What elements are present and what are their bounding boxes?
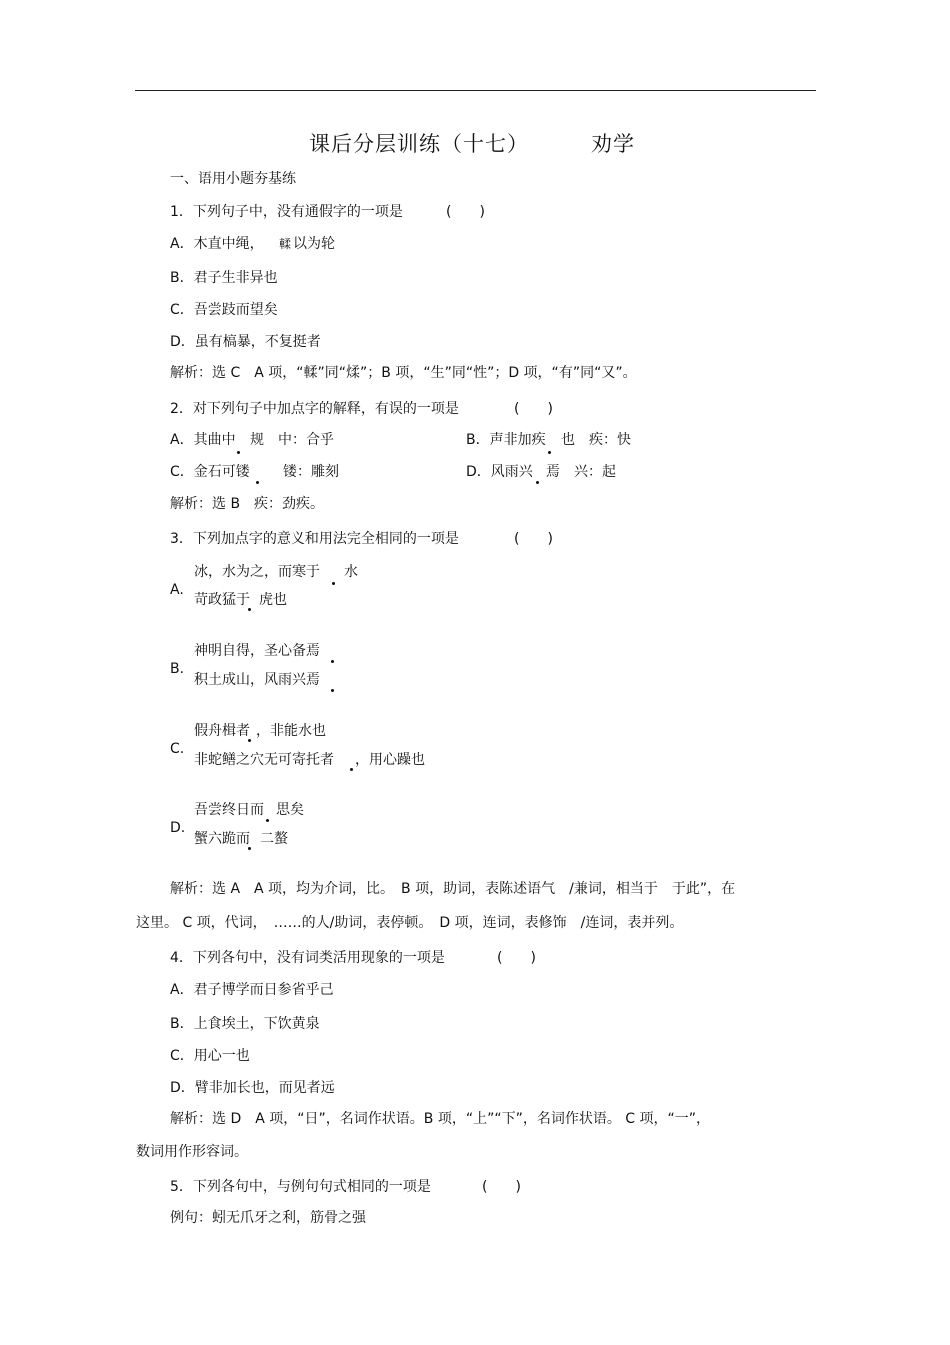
emphasis-dot xyxy=(536,481,539,484)
q4-option-a: A．君子博学而日参省乎己 xyxy=(170,982,334,998)
page-title: 课后分层训练（十七） xyxy=(309,132,529,156)
q3-option-label: C. xyxy=(170,741,185,757)
header-rule xyxy=(135,90,816,91)
q3-option-line2: 非蛇鳝之穴无可寄托者 xyxy=(194,752,334,768)
q4-option-c: C．用心一也 xyxy=(170,1048,250,1064)
q2-option-b: B．声非加疾 xyxy=(466,432,546,448)
emphasis-dot xyxy=(266,819,269,822)
q3-option-line2-tail: ，用心躁也 xyxy=(355,752,425,768)
section-heading: 一、语用小题夯基练 xyxy=(170,171,296,187)
page-subtitle: 劝学 xyxy=(591,132,635,156)
q3-option-line1-tail: 思矣 xyxy=(276,802,304,818)
emphasis-dot xyxy=(248,739,251,742)
q2-option-a: A．其曲中 xyxy=(170,432,236,448)
emphasis-dot xyxy=(350,768,353,771)
q5-paren: ( ) xyxy=(482,1179,521,1195)
q3-paren: ( ) xyxy=(514,531,553,547)
q2-analysis: 解析：选 B 疾：劲疾。 xyxy=(170,496,325,512)
q2-stem: 2．对下列句子中加点字的解释，有误的一项是 xyxy=(170,401,459,417)
q3-option-line2-tail: 虎也 xyxy=(259,592,287,608)
q3-stem: 3．下列加点字的意义和用法完全相同的一项是 xyxy=(170,531,459,547)
q2-option-b-gloss: 也 疾：快 xyxy=(561,432,631,448)
q3-analysis-line1: 解析：选 A A 项，均为介词，比。 B 项，助词，表陈述语气 /兼词，相当于 于此”，在 xyxy=(170,881,736,897)
q4-stem: 4．下列各句中，没有词类活用现象的一项是 xyxy=(170,950,445,966)
q4-option-d: D．臂非加长也，而见者远 xyxy=(170,1080,335,1096)
q2-option-c: C．金石可镂 xyxy=(170,464,250,480)
q3-option-line2: 苛政猛于 xyxy=(194,592,250,608)
q3-option-line1: 神明自得，圣心备焉 xyxy=(194,643,320,659)
q1-option-d: D．虽有槁暴，不复挺者 xyxy=(170,334,321,350)
emphasis-dot xyxy=(248,847,251,850)
emphasis-dot xyxy=(237,451,240,454)
q5-example: 例句：蚓无爪牙之利，筋骨之强 xyxy=(170,1210,366,1226)
q3-option-line1: 吾尝终日而 xyxy=(194,802,264,818)
q4-paren: ( ) xyxy=(497,950,536,966)
q2-paren: ( ) xyxy=(514,401,553,417)
q3-option-label: A. xyxy=(170,582,184,598)
q1-option-b: B．君子生非异也 xyxy=(170,270,278,286)
emphasis-dot xyxy=(331,689,334,692)
q1-option-a-rest: 以为轮 xyxy=(293,236,335,252)
emphasis-dot xyxy=(548,451,551,454)
q1-paren: ( ) xyxy=(446,204,485,220)
q3-option-line2-tail: 二螯 xyxy=(260,831,288,847)
q2-option-d: D．风雨兴 xyxy=(466,464,533,480)
q2-option-a-gloss: 规 中：合乎 xyxy=(250,432,334,448)
q1-option-a-char: 輮 xyxy=(279,237,292,251)
q1-option-a: A．木直中绳， xyxy=(170,236,264,252)
q3-option-label: D. xyxy=(170,820,186,836)
emphasis-dot xyxy=(332,582,335,585)
emphasis-dot xyxy=(256,481,259,484)
emphasis-dot xyxy=(248,608,251,611)
q3-option-line2: 积土成山，风雨兴焉 xyxy=(194,672,320,688)
q3-option-line1: 冰，水为之，而寒于 xyxy=(194,564,320,580)
q3-option-line1-tail: 水 xyxy=(344,564,358,580)
q3-option-label: B. xyxy=(170,661,185,677)
q1-analysis: 解析：选 C A 项，“輮”同“煣”；B 项，“生”同“性”；D 项，“有”同“又”。 xyxy=(170,365,637,381)
q3-option-line1-tail: ，非能水也 xyxy=(256,723,326,739)
q3-option-line2: 蟹六跪而 xyxy=(194,831,250,847)
q5-stem: 5．下列各句中，与例句句式相同的一项是 xyxy=(170,1179,431,1195)
q3-option-line1: 假舟楫者 xyxy=(194,723,250,739)
q2-option-d-gloss: 焉 兴：起 xyxy=(546,464,616,480)
q4-analysis-line2: 数词用作形容词。 xyxy=(136,1144,248,1160)
q1-option-c: C．吾尝跂而望矣 xyxy=(170,302,278,318)
q4-option-b: B．上食埃土，下饮黄泉 xyxy=(170,1016,320,1032)
q2-option-c-gloss: 镂：雕刻 xyxy=(283,464,339,480)
q3-analysis-line2: 这里。 C 项，代词， ……的人/助词，表停顿。 D 项，连词，表修饰 /连词，表并列。 xyxy=(136,915,684,931)
emphasis-dot xyxy=(331,660,334,663)
q4-analysis-line1: 解析：选 D A 项，“日”，名词作状语。B 项，“上”“下”，名词作状语。 C 项，“一”， xyxy=(170,1111,711,1127)
q1-stem: 1．下列句子中，没有通假字的一项是 xyxy=(170,204,403,220)
